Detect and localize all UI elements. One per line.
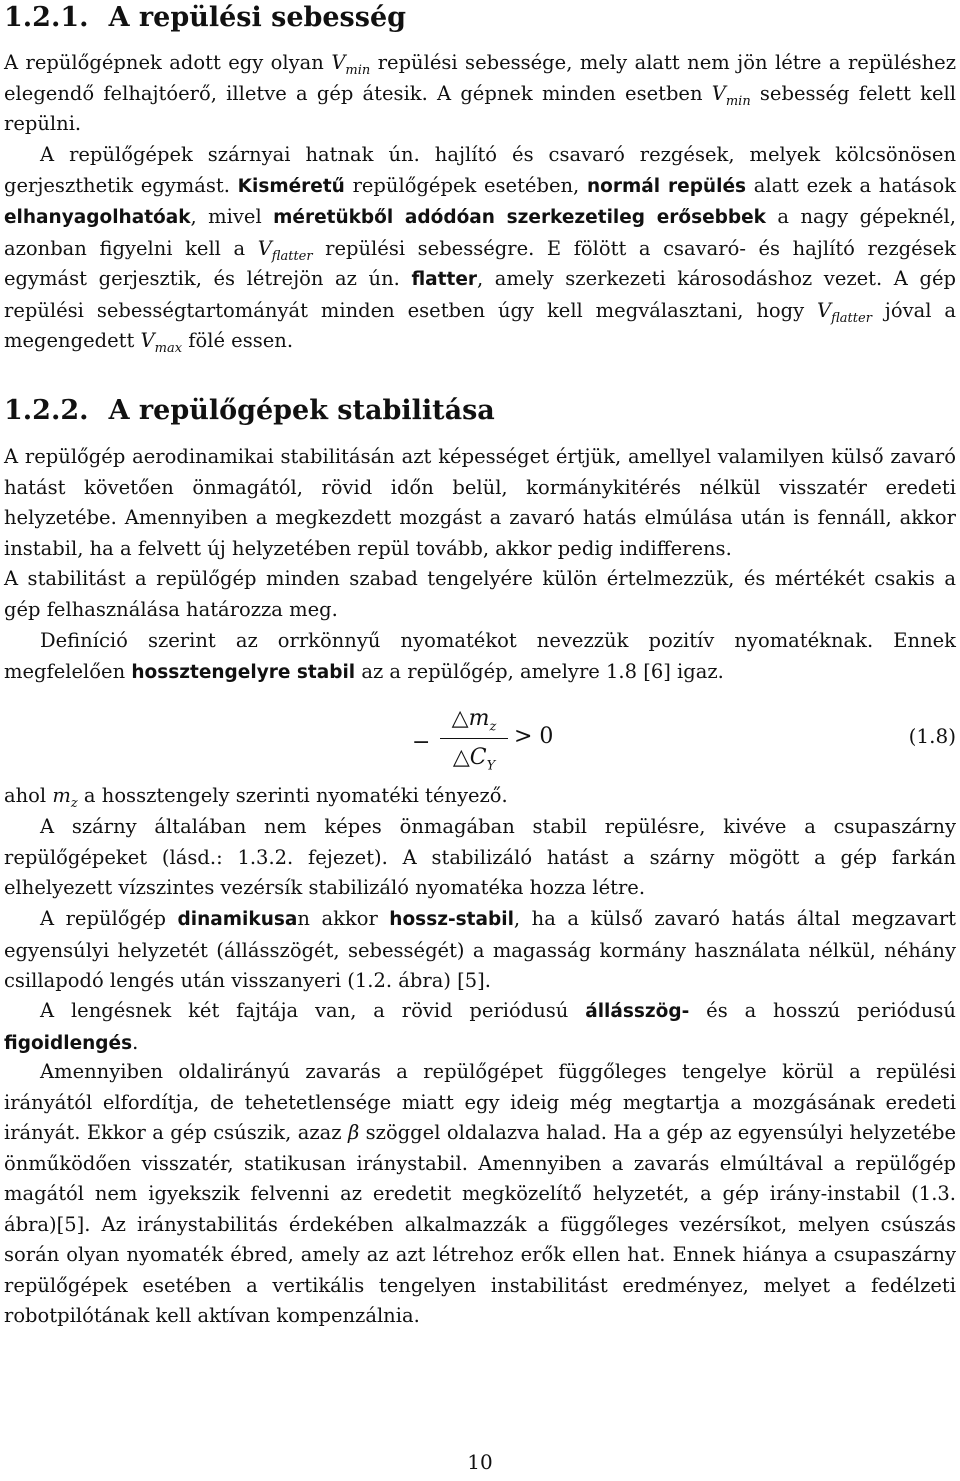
fraction-bar xyxy=(440,738,508,739)
equation-1-8 xyxy=(4,702,956,782)
text-run: , ha a külső zavaró hatás által megzavart egyensúlyi helyzetét (állásszögét, sebességét) a magasság kormány használata nélkül, néhány csillapodó lengés után visszanyeri (1.2. ábra) [5]. xyxy=(4,907,956,992)
text-run: az a repülőgép, amelyre 1.8 [6] igaz. xyxy=(355,659,724,683)
paragraph-stability-definition: A repülőgép aerodinamikai stabilitásán azt képességet értjük, amellyel valamilyen külső zavaró hatást követően önmagától, rövid időn belül, kormánykitérés nélkül visszatér eredeti helyzetébe. Amennyiben a megkezdett mozgást a zavaró hatás elmúlása után is fennáll, akkor instabil, ha a felvett új helyzetében repül tovább, akkor pedig indifferens. xyxy=(4,445,956,560)
bold-term: normál repülés xyxy=(586,175,747,197)
symbol-beta: β xyxy=(347,1121,360,1144)
symbol-v: V xyxy=(331,51,346,74)
section-title: A repülőgépek stabilitása xyxy=(108,395,495,426)
bold-term: elhanyagolhatóak xyxy=(4,207,191,228)
section-heading-1-2-1 xyxy=(4,2,406,33)
text-run: Amennyiben oldalirányú zavarás a repülőgépet függőleges tengelye körül a repülési irányától elfordítja, de tehetetlensége miatt egy ideig még megtartja a mozgásának eredeti irányát. Ekkor a gép csúszik, azaz xyxy=(4,1060,956,1144)
paragraph-flatter xyxy=(4,140,956,357)
text-run: Definíció szerint az orrkönnyű nyomatékot nevezzük pozitív nyomatéknak. Ennek megfelelően xyxy=(4,629,956,683)
subscript-flatter: flatter xyxy=(831,310,872,326)
paragraph-stability-axes: A stabilitást a repülőgép minden szabad tengelyére külön értelmezzük, és mértékét csakis a gép felhasználása határozza meg. xyxy=(4,567,956,621)
text-run: fölé essen. xyxy=(182,329,294,352)
subscript-z: z xyxy=(70,795,78,811)
fraction-numerator xyxy=(440,702,508,736)
subscript-min: min xyxy=(345,62,371,78)
text-run: . xyxy=(132,1030,139,1054)
section-heading-1-2-2 xyxy=(4,395,495,426)
text-run: repülési sebessége, mely alatt nem jön létre a repüléshez elegendő felhajtóerő, illetve a gép átesik. A gépnek minden esetben xyxy=(4,51,956,105)
equation-minus: − xyxy=(412,730,431,755)
symbol-v: V xyxy=(140,329,155,352)
paragraph-wing: A szárny általában nem képes önmagában stabil repülésre, kivéve a csupaszárny repülőgépeket (lásd.: 1.3.2. fejezet). A stabilizáló hatást a szárny mögött a gép farkán elhelyezett vízszintes vezérsík stabilizáló nyomatéka hozza létre. xyxy=(4,815,956,899)
text-run: A lengésnek két fajtája van, a rövid periódusú xyxy=(40,999,586,1022)
section-number: 1.2.2. xyxy=(4,395,89,426)
paragraph-vmin xyxy=(4,48,956,140)
text-run: A repülőgépnek adott egy olyan xyxy=(4,51,332,74)
paragraph-oscillation xyxy=(4,996,956,1059)
section-number: 1.2.1. xyxy=(4,2,89,33)
bold-term: hossz-stabil xyxy=(389,909,514,930)
text-run: repülési sebességre. E fölött a csavaró- és hajlító rezgések egymást gerjesztik, és létrejön az ún. xyxy=(4,236,956,290)
fraction-denominator xyxy=(440,741,508,775)
paragraph-longitudinal xyxy=(4,626,956,688)
text-run: A repülőgépek szárnyai hatnak ún. hajlító és csavaró rezgések, melyek kölcsönösen gerjeszthetik egymást. xyxy=(4,143,956,197)
subscript-flatter: flatter xyxy=(271,248,313,264)
text-run: a hossztengely szerinti nyomatéki tényező. xyxy=(77,784,508,807)
bold-term: Kisméretű xyxy=(237,175,345,197)
paragraph-mz xyxy=(4,781,956,812)
bold-term: flatter xyxy=(411,269,477,290)
bold-term: figoidlengés xyxy=(4,1032,133,1054)
text-run: repülőgépek esetében, xyxy=(344,173,587,197)
bold-term: dinamikusa xyxy=(177,909,298,930)
subscript-max: max xyxy=(154,340,183,356)
paragraph-directional xyxy=(4,1057,956,1332)
text-run: , amely szerkezeti károsodáshoz vezet. A gép repülési sebességtartományát minden esetben úgy kell megválasztani, hogy xyxy=(4,267,956,322)
denominator-text: △C xyxy=(452,745,487,770)
bold-term: hossztengelyre stabil xyxy=(131,661,356,683)
section-title: A repülési sebesség xyxy=(108,2,407,33)
symbol-v: V xyxy=(711,81,726,105)
text-run: a nagy gépeknél, azonban figyelni kell a xyxy=(4,205,956,260)
bold-term: állásszög- xyxy=(585,1001,690,1022)
equation-rhs: > 0 xyxy=(514,724,554,749)
paragraph-dynamic xyxy=(4,904,956,997)
denominator-subscript: Y xyxy=(486,758,496,774)
text-run: szöggel oldalazva halad. Ha a gép az egyensúlyi helyzetébe önműködően visszatér, statikusan iránystabil. Amennyiben a zavarás elmúltával a repülőgép magától nem igyekszik felvenni az eredetit megközelítő helyzetét, a gép irány-instabil (1.3. ábra)[5]. Az iránystabilitás érdekében alkalmazzák a függőleges vezérsíkot, melyen csúszás során olyan nyomaték ébred, amely az azt létrehoz erők ellen hat. Ennek hiánya a csupaszárny repülőgépek esetében a vertikális tengelyen instabilitást eredményez, melyet a fedélzeti robotpilótának kell aktívan kompenzálnia. xyxy=(4,1121,956,1327)
equation-fraction xyxy=(440,702,508,775)
numerator-subscript: z xyxy=(489,719,497,735)
bold-term: méretükből adódóan szerkezetileg erősebbek xyxy=(273,207,766,228)
text-run: n akkor xyxy=(297,907,390,930)
subscript-min: min xyxy=(725,93,751,109)
symbol-v: V xyxy=(817,298,832,322)
text-run: jóval a megengedett xyxy=(4,298,956,352)
text-run: alatt ezek a hatások xyxy=(746,173,957,197)
text-run: , mivel xyxy=(190,205,274,228)
text-run: A repülőgép xyxy=(40,907,178,930)
equation-number: (1.8) xyxy=(908,724,956,748)
numerator-text: △m xyxy=(451,706,490,731)
text-run: sebesség felett kell repülni. xyxy=(4,81,956,135)
text-run: ahol xyxy=(4,784,53,807)
text-run: és a hosszú periódusú xyxy=(689,999,956,1022)
symbol-m: m xyxy=(52,784,71,807)
page-number: 10 xyxy=(467,1450,493,1474)
symbol-v: V xyxy=(257,236,272,260)
